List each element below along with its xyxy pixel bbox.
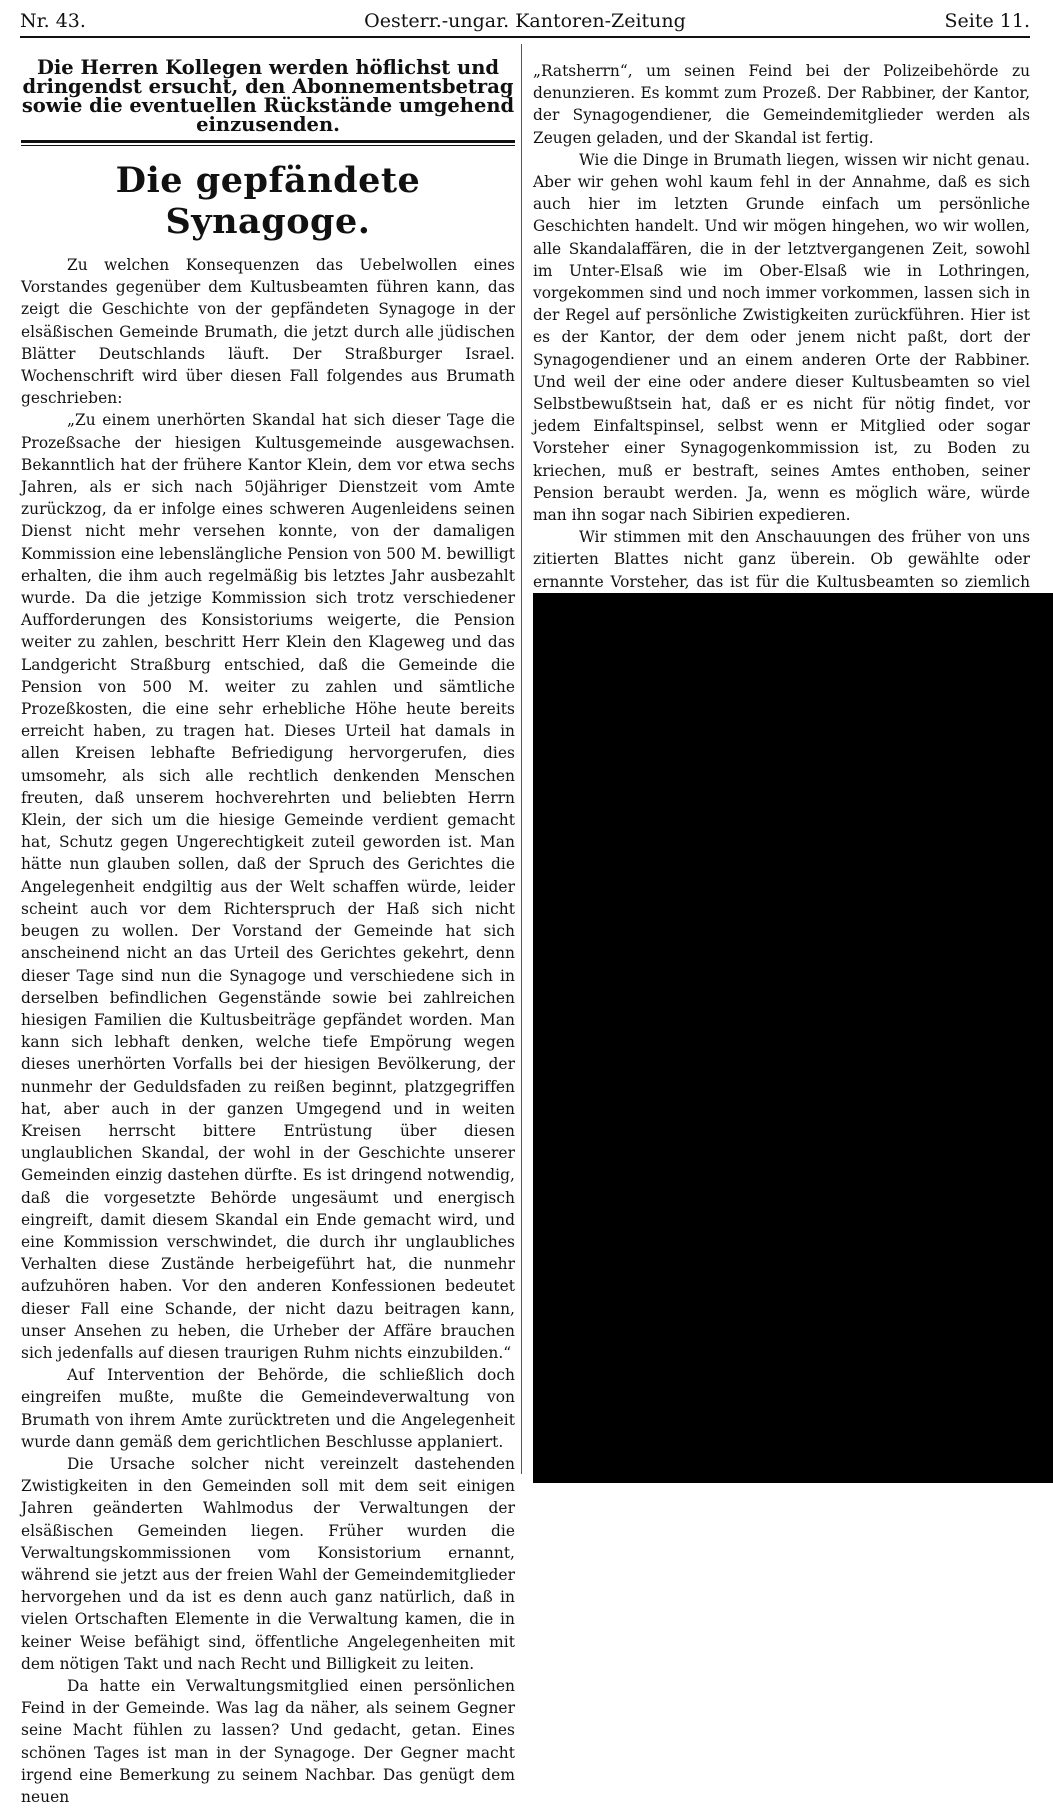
page-header [20, 6, 1030, 36]
paragraph: Zu welchen Konsequenzen das Uebelwollen eines Vorstandes gegenüber dem Kultusbeamten führen kann, das zeigt die Geschichte von der gepfändeten Synagoge in der elsäßischen Gemeinde Brumath, die jetzt durch alle jüdischen Blätter Deutschlands läuft. Der Straßburger Israel. Wochenschrift wird über diesen Fall folgendes aus Brumath geschrieben: [21, 256, 515, 408]
redacted-block [533, 593, 1053, 1483]
journal-title: Oesterr.-ungar. Kantoren-Zeitung [364, 10, 686, 32]
quoted-report: „Zu einem unerhörten Skandal hat sich dieser Tage die Prozeßsache der hiesigen Kultusgemeinde ausgewachsen. Bekanntlich hat der frühere Kantor Klein, dem vor etwa sechs Jahren, als er sich nach 50jähriger Dienstzeit vom Amte zurückzog, da er infolge eines schweren Augenleidens seinen Dienst nicht mehr versehen konnte, von der damaligen Kommission eine lebenslängliche Pension von 500 M. bewilligt erhalten, die ihm auch regelmäßig bis letztes Jahr ausbezahlt wurde. Da die jetzige Kommission sich trotz verschiedener Aufforderungen des Konsistoriums weigerte, die Pension weiter zu zahlen, beschritt Herr Klein den Klageweg und das Landgericht Straßburg entschied, daß die Gemeinde die Pension von 500 M. weiter zu zahlen und sämtliche Prozeßkosten, die eine sehr erhebliche Höhe heute bereits erreicht haben, zu tragen hat. Dieses Urteil hat damals in allen Kreisen lebhafte Befriedigung hervorgerufen, dies umsomehr, als sich alle rechtlich denkenden Menschen freuten, daß unserem hochverehrten und beliebten Herrn Klein, der sich um die hiesige Gemeinde verdient gemacht hat, Schutz gegen Ungerechtigkeit zuteil geworden ist. Man hätte nun glauben sollen, daß der Spruch des Gerichtes die Angelegenheit endgiltig aus der Welt schaffen würde, leider scheint auch vor dem Richterspruch der Haß sich nicht beugen zu wollen. Der Vorstand der Gemeinde hat sich anscheinend nicht an das Urteil des Gerichtes gekehrt, denn dieser Tage sind nun die Synagoge und verschiedene sich in derselben befindlichen Gegenstände sowie bei zahlreichen hiesigen Familien die Kultusbeiträge gepfändet worden. Man kann sich lebhaft denken, welche tiefe Empörung wegen dieses unerhörten Vorfalls bei der hiesigen Bevölkerung, der nunmehr der Geduldsfaden zu reißen beginnt, platzgegriffen hat, aber auch in der ganzen Umgegend und in weiten Kreisen herrscht bittere Entrüstung über diesen unglaublichen Skandal, der wohl in der Geschichte unserer Gemeinden einzig dastehen dürfte. Es ist dringend notwendig, daß die vorgesetzte Behörde ungesäumt und energisch eingreift, damit diesem Skandal ein Ende gemacht wird, und eine Kommission verschwindet, die durch ihr unglaubliches Verhalten diese Zustände herbeigeführt hat, die nunmehr aufzuhören haben. Vor den anderen Konfessionen bedeutet dieser Fall eine Schande, der nicht dazu beitragen kann, unser Ansehen zu heben, die Urheber der Affäre brauchen sich jedenfalls auf diesen traurigen Ruhm nichts einzubilden.“ [21, 411, 515, 1362]
notice-rule-thick [21, 140, 515, 143]
left-column [21, 58, 515, 1808]
paragraph: Auf Intervention der Behörde, die schließlich doch eingreifen mußte, mußte die Gemeindeverwaltung von Brumath von ihrem Amte zurücktreten und die Angelegenheit wurde dann gemäß dem gerichtlichen Beschlusse applaniert. [21, 1366, 515, 1451]
article-title: Die gepfändete Synagoge. [115, 160, 421, 242]
column-divider [521, 44, 522, 1474]
issue-number: Nr. 43. [20, 10, 86, 32]
right-column [533, 60, 1030, 672]
header-rule [20, 36, 1030, 38]
page-number: Seite 11. [944, 10, 1030, 32]
paragraph: Wir stimmen mit den Anschauungen des früher von uns zitierten Blattes nicht ganz überein. Ob gewählte oder ernannte Vorsteher, das ist für die Kultusbeamten so ziemlich [533, 528, 1030, 591]
paragraph: Wie die Dinge in Brumath liegen, wissen wir nicht genau. Aber wir gehen wohl kaum fehl in der Annahme, daß es sich auch hier im letzten Grunde einfach um persönliche Geschichten handelt. Und wir mögen hingehen, wo wir wollen, alle Skandalaffären, die in der letztvergangenen Zeit, sowohl im Unter-Elsaß wie im Ober-Elsaß wie in Lothringen, vorgekommen sind und noch immer vorkommen, lassen sich in der Regel auf persönliche Zwistigkeiten zurückführen. Hier ist es der Kantor, der dem oder jenem nicht paßt, dort der Synagogendiener und an einem anderen Orte der Rabbiner. Und weil der eine oder andere dieser Kultusbeamten so viel Selbstbewußtsein hat, daß er es nicht für nötig findet, vor jedem Einfaltspinsel, selbst wenn er Mitglied oder sogar Vorsteher einer Synagogenkommission ist, zu Boden zu kriechen, muß er bestraft, seines Amtes enthoben, seiner Pension beraubt werden. Ja, wenn es möglich wäre, würde man ihn sogar nach Sibirien expedieren. [533, 150, 1030, 525]
subscription-notice: Die Herren Kollegen werden höflichst und dringendst ersucht, den Abonnementsbetrag sowie die eventuellen Rückstände umgehend einzusenden. [21, 56, 515, 136]
paragraph: Da hatte ein Verwaltungsmitglied einen persönlichen Feind in der Gemeinde. Was lag da näher, als seinem Gegner seine Macht fühlen zu lassen? Und gedacht, getan. Eines schönen Tages ist man in der Synagoge. Der Gegner macht irgend eine Bemerkung zu seinem Nachbar. Das genügt dem neuen [21, 1677, 515, 1807]
paragraph: Die Ursache solcher nicht vereinzelt dastehenden Zwistigkeiten in den Gemeinden soll mit dem seit einigen Jahren geänderten Wahlmodus der Verwaltungen der elsäßischen Gemeinden liegen. Früher wurden die Verwaltungskommissionen vom Konsistorium ernannt, während sie jetzt aus der freien Wahl der Gemeindemitglieder hervorgehen und da ist es denn auch ganz natürlich, daß in vielen Ortschaften Elemente in die Verwaltung kamen, die in keiner Weise befähigt sind, öffentliche Angelegenheiten mit dem nötigen Takt und nach Recht und Billigkeit zu leiten. [21, 1454, 515, 1673]
notice-rule-thin [21, 145, 515, 146]
paragraph-continued: „Ratsherrn“, um seinen Feind bei der Polizeibehörde zu denunzieren. Es kommt zum Prozeß. Der Rabbiner, der Kantor, der Synagogendiener, die Gemeindemitglieder werden als Zeugen geladen, und der Skandal ist fertig. [533, 62, 1030, 147]
